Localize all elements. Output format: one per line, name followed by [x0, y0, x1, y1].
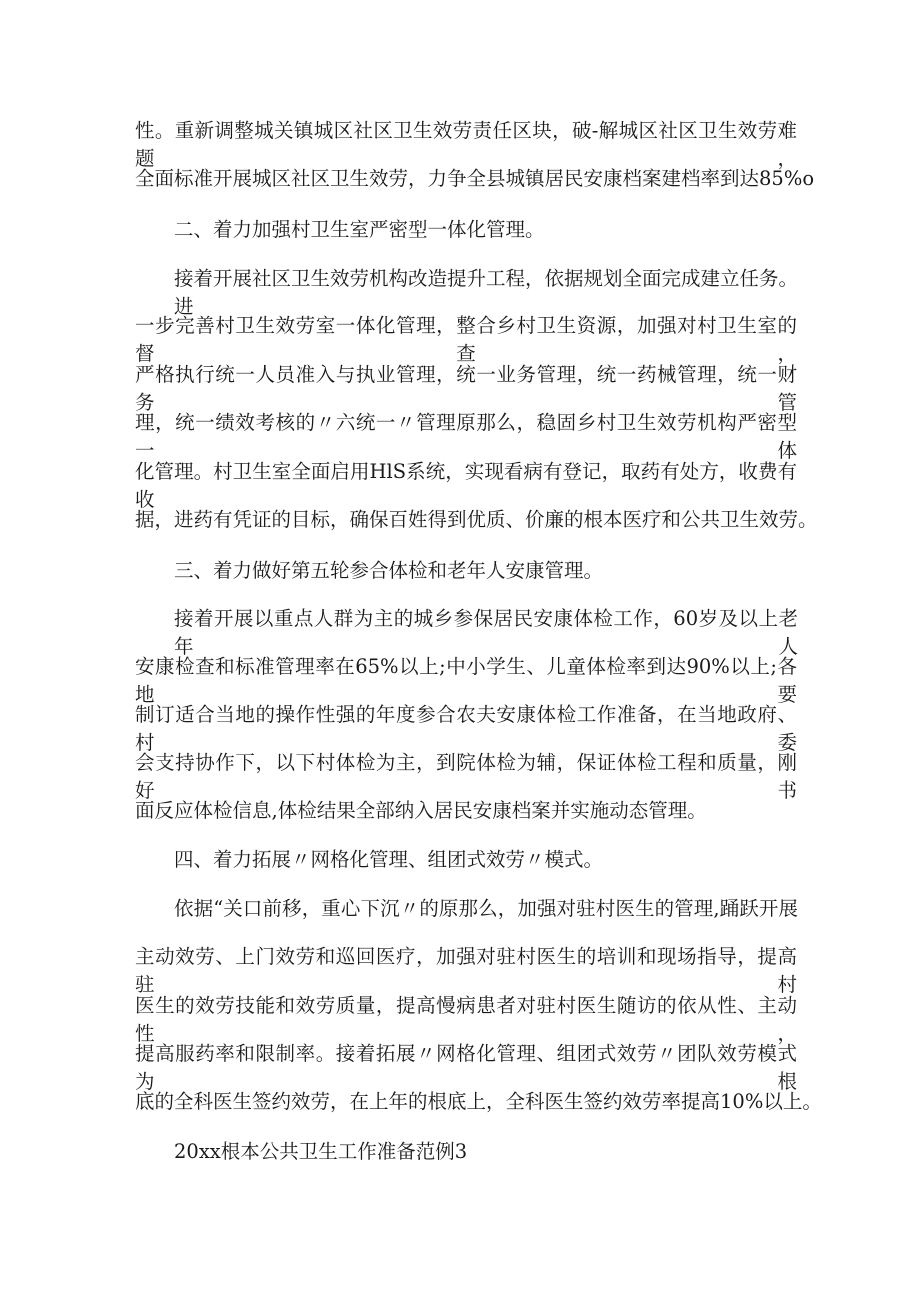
text-line: 性。重新调整城关镇城区社区卫生效劳责任区块，破-解城区社区卫生效劳难题， — [135, 119, 797, 170]
text-line: 理，统一绩效考核的〃六统一〃管理原那么，稳固乡村卫生效劳机构严密型一体 — [135, 411, 797, 462]
text-line: 主动效劳、上门效劳和巡回医疗，加强对驻村医生的培训和现场指导，提高驻村 — [135, 945, 797, 996]
text-line: 面反应体检信息,体检结果全部纳入居民安康档案并实施动态管理。 — [135, 799, 707, 822]
text-line: 制订适合当地的操作性强的年度参合农夫安康体检工作准备，在当地政府、村委 — [135, 703, 797, 754]
section-heading: 二、着力加强村卫生室严密型一体化管理。 — [174, 218, 545, 241]
text-line: 底的全科医生签约效劳，在上年的根底上，全科医生签约效劳率提高10%以上。 — [135, 1090, 822, 1113]
text-line: 一步完善村卫生效劳室一体化管理，整合乡村卫生资源，加强对村卫生室的督查， — [135, 314, 797, 365]
text-line: 会支持协作下，以下村体检为主，到院体检为辅，保证体检工程和质量，刚好书 — [135, 751, 797, 802]
text-line: 医生的效劳技能和效劳质量，提高慢病患者对驻村医生随访的依从性、主动性， — [135, 994, 797, 1045]
text-line: 严格执行统一人员准入与执业管理，统一业务管理，统一药械管理，统一财务管 — [135, 363, 797, 414]
section-heading: 三、着力做好第五轮参合体检和老年人安康管理。 — [174, 559, 604, 582]
text-line: 化管理。村卫生室全面启用HlS系统，实现看病有登记，取药有处方，收费有收 — [135, 460, 797, 511]
text-line: 全面标准开展城区社区卫生效劳，力争全县城镇居民安康档案建档率到达85%o — [135, 167, 815, 190]
text-line: 提高服药率和限制率。接着拓展〃网格化管理、组团式效劳〃团队效劳模式为根 — [135, 1042, 797, 1093]
section-heading: 四、着力拓展〃网格化管理、组团式效劳〃模式。 — [174, 848, 604, 871]
text-line: 依据“关口前移，重心下沉〃的原那么，加强对驻村医生的管理,踊跃开展 — [174, 897, 798, 920]
text-line: 据，进药有凭证的目标，确保百姓得到优质、价廉的根本医疗和公共卫生效劳。 — [135, 508, 818, 531]
document-heading: 20xx根本公共卫生工作准备范例3 — [174, 1140, 468, 1163]
text-line: 接着开展社区卫生效劳机构改造提升工程，依据规划全面完成建立任务。进 — [174, 267, 799, 318]
text-line: 安康检查和标准管理率在65%以上;中小学生、儿童体检率到达90%以上;各地要 — [135, 655, 797, 706]
text-line: 接着开展以重点人群为主的城乡参保居民安康体检工作，60岁及以上老年人 — [174, 607, 798, 658]
